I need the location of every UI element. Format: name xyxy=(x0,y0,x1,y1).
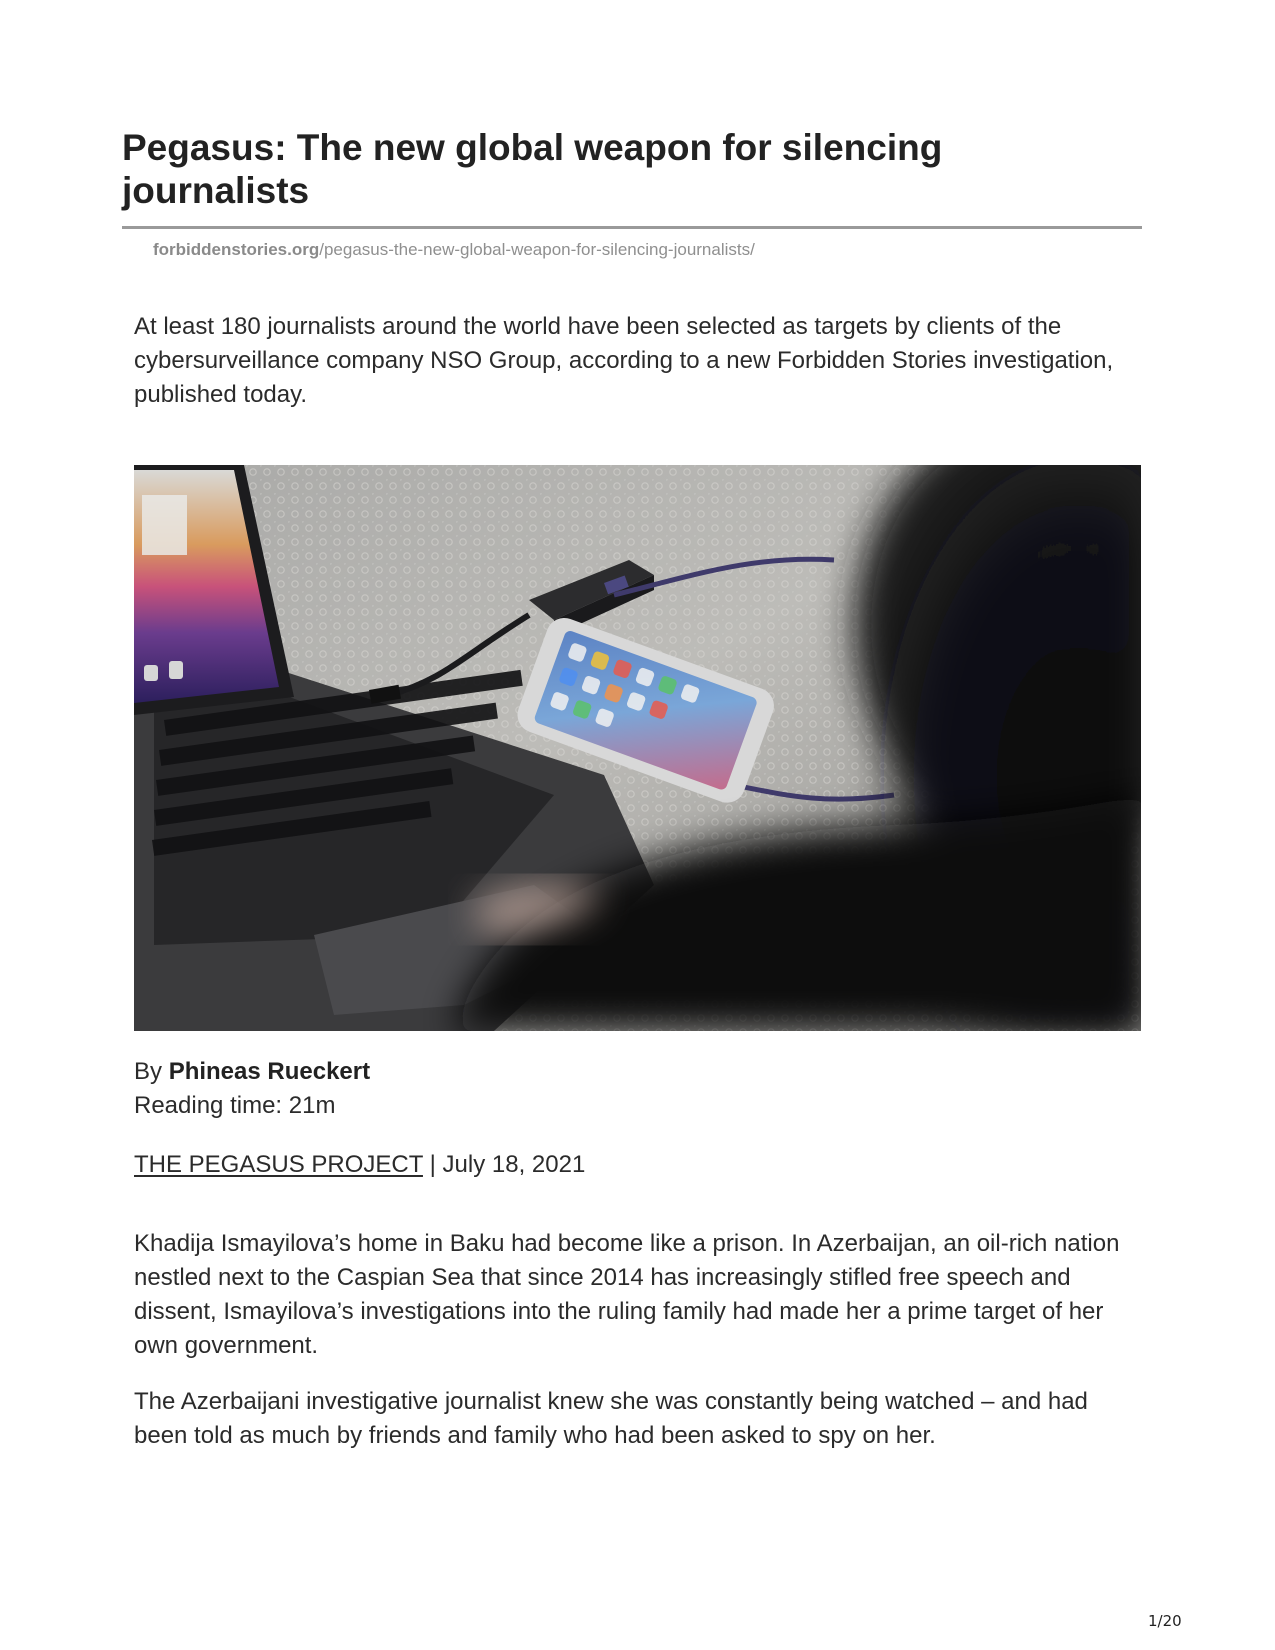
hero-image xyxy=(134,465,1141,1031)
category-line xyxy=(134,1148,585,1182)
category-separator: | xyxy=(429,1151,436,1178)
source-domain: forbiddenstories.org xyxy=(153,240,320,259)
body-paragraph: The Azerbaijani investigative journalist knew she was constantly being watched – and had been told as much by friends and family who had been asked to spy on her. xyxy=(134,1388,1088,1449)
source-url[interactable] xyxy=(153,239,755,261)
body-paragraph: Khadija Ismayilova’s home in Baku had become like a prison. In Azerbaijan, an oil-rich nation nestled next to the Caspian Sea that since 2014 has increasingly stifled free speech and dissent, Ismayilova’s investigations into the ruling family had made her a prime target of her own government. xyxy=(134,1230,1120,1359)
article-intro: At least 180 journalists around the world have been selected as targets by clients of the cybersurveillance company NSO Group, according to a new Forbidden Stories investigation, published today. xyxy=(134,313,1114,408)
author-name: Phineas Rueckert xyxy=(168,1058,371,1085)
publish-date: July 18, 2021 xyxy=(442,1151,586,1178)
author-line xyxy=(134,1055,370,1089)
byline xyxy=(134,1055,370,1123)
reading-time: Reading time: 21m xyxy=(134,1092,336,1119)
byline-prefix: By xyxy=(134,1058,163,1085)
category-link[interactable]: THE PEGASUS PROJECT xyxy=(134,1151,423,1178)
article-title: Pegasus: The new global weapon for silencing journalists xyxy=(122,127,943,211)
source-path: /pegasus-the-new-global-weapon-for-silencing-journalists/ xyxy=(319,240,755,259)
page-number: 1/20 xyxy=(1148,1612,1182,1630)
title-divider xyxy=(122,226,1142,229)
